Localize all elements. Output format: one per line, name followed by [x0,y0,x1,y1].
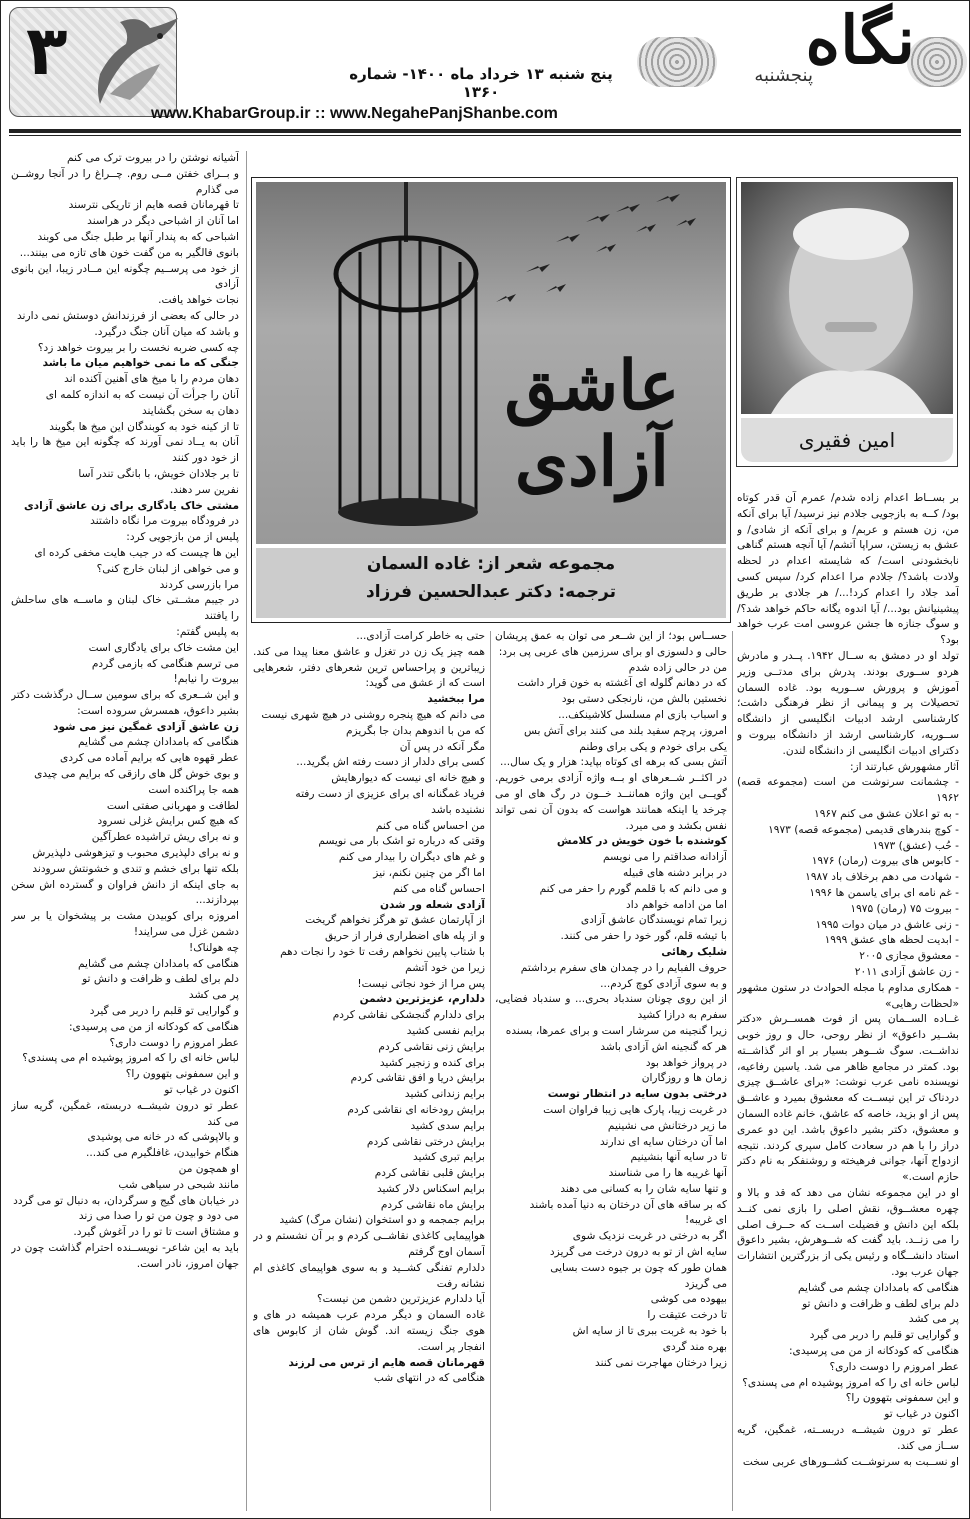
text-line: برایش ماه نقاشی کردم [380,1198,485,1211]
bird-flock-icon [496,194,696,302]
text-line: همه جا پراکنده است [148,783,239,796]
masthead [1,1,970,141]
text-line: و گوارایی تو قلبم را دربر می گیرد [89,1005,239,1018]
text-line: می دود و چون من تو را صدا می زند [78,1210,239,1223]
text-line: برایم نفسی کشید [406,1024,485,1037]
text-line: در اکثــر شــعرهای او بــه واژه آزادی برمی خوریم. گویــی این واژه هماننــد خــون در رگ های او می چرخد یا اینکه همانند هواست که بدون آن نمی تواند نفس بکشد و می میرد. [495,772,727,832]
text-line: و تنها سایه شان را به کسانی می دهند [560,1182,727,1195]
text-line: هواپیمایی کاغذی نقاشــی کردم و بر آن نشستم و در آسمان اوج گرفتم [253,1230,485,1259]
text-line: اکنون در غیاب تو [164,1084,239,1097]
text-line: پس مرا از خود نجاتی نیست! [357,977,485,990]
text-line: برای دلدارم گنجشکی نقاشی کردم [332,1009,485,1022]
text-line: لباس خانه ای را که امروز پوشیده ام می پسندی؟ [742,1376,959,1389]
text-line: اما اگر من چنین نکنم، نیز [373,866,485,879]
text-line: حروف الفبایم را در چمدان های سفرم برداشتم [520,961,727,974]
text-line: در جیبم مشــتی خاک لبنان و ماســه های ساحلش را یافتند [11,594,239,623]
text-line: و نه برای ریش تراشیده عطرآگین [91,831,239,844]
text-line: ما زیر درختانش می نشینیم [607,1119,727,1132]
text-line: برایم تبری کشید [412,1151,485,1164]
text-line: بر بســاط اعدام زاده شدم/ عمرم آن قدر کوتاه بود/ کــه به بازجویی جلادم نیز نرسید/ آیا برای آنکه من، زن هستم و عربم/ و برای آنکه از شادی/ و عشق به زیستن، سراپا آتشم/ آیا آنچه هستم گناهی نابخشودنی است/ که شایسته اعدام در لحظه ولادت باشد؟/ جلادم مرا اعدام کرد/ سپس کسی آمد جلاد را اعدام کرد!.../ هر جلادی بر طریق پیشینیانش بود.../ آیا اندوه یگانه حاکم خواهد شد؟/ و سوگ جنازه ها جشن عروسی امت عرب خواهد بود؟ [737,492,959,647]
feature-box [251,177,731,623]
text-line: و این سمفونی بتهوون را؟ [125,1068,239,1081]
text-line: دهان به سخن بگشایند [141,404,239,417]
text-line: نخستین بالش من، نارنجکی دستی بود [561,693,727,706]
text-line: سایه اش از تو به درون درخت می گریزد [549,1246,727,1259]
text-line: آنان به یــاد نمی آورند که چگونه این میخ ها را باید از خود دور کنند [11,436,239,465]
text-line: مانند شبحی در سیاهی شب [118,1178,239,1191]
text-line: برایش رودخانه ای نقاشی کردم [347,1103,485,1116]
text-line: - ابدیت لحظه های عشق ۱۹۹۹ [824,934,959,947]
text-line: و این شــعری که برای سومین ســال درگذشت دکتر بشیر داعوق، همسرش سروده است: [11,689,239,717]
text-line: هنگامی که بامدادان چشم می گشایم [78,736,239,749]
text-line: او نســبت به سرنوشــت کشــورهای عربی سخت [742,1455,959,1468]
ornament-icon [907,37,967,87]
text-line: می ترسم هنگامی که بازمی گردم [91,657,239,670]
text-line: هنگامی که کودکانه از من می پرسیدی: [788,1345,959,1358]
text-line: می دانم که هیچ پنجره روشنی در هیچ شهری نیست [261,708,485,721]
text-line: هنگامی که کودکانه از من می پرسیدی: [68,1020,239,1033]
text-line: باید به این شاعر- نویســنده احترام گذاشت چون در جهان امروز، نادر است. [11,1241,239,1270]
feature-illustration [256,182,726,544]
text-line: آشیانه نوشتن را در بیروت ترک می کنم [66,152,239,164]
text-line: اگر به درختی در غربت نزدیک شوی [572,1230,727,1243]
feature-title-line1: عاشق [504,346,680,426]
text-line: او در این مجموعه نشان می دهد که قد و بالا و چهره معشــوق، نقش اصلی را بازی نمی کنــد بلکه این دانش و فضیلت اســت که حــرف اصلی را می زنــد. باید گفت که شــوهرش، بشیر داعوق استاد دانشــگاه و رئیس یکی از بزرگترین انتشارات جهان عرب بود. [737,1187,959,1279]
logo [633,1,963,101]
text-line: و نه برای دلپذیری محبوب و تیزهوشی دلپذیرش [32,847,239,860]
text-line: نفرین سر دهند. [169,483,239,496]
text-line: پر می کشد [908,1313,959,1326]
text-line: در خیابان های گیج و سرگردان، به دنبال تو می گردد [13,1194,239,1207]
column-divider [732,631,733,1511]
text-line: با تیشه قلم، گور خود را حفر می کنند. [560,930,727,943]
text-line: بلکه تنها برای خشم و تندی و خشونتش سرودند [32,862,239,875]
text-line: و از پله های اضطراری فرار از حریق [324,930,485,943]
text-line: و می دانم که با قلمم گورم را حفر می کنم [539,882,727,895]
text-line: در فرودگاه بیروت مرا نگاه داشتند [90,515,239,528]
text-line: برایم جمجمه و دو استخوان (نشان مرگ) کشید [279,1214,485,1227]
page-number-badge [9,7,177,117]
text-line: - به تو اعلان عشق می کنم ۱۹۶۷ [814,807,959,820]
text-line: و بوی خوش گل های رازقی که برایم می چیدی [34,768,239,781]
text-line: - معشوق مجازی ۲۰۰۵ [859,950,959,963]
text-line: اما آنان از اشباحی دیگر در هراسند [87,215,239,228]
text-line: که هیچ کس برایش غزلی نسرود [97,815,239,828]
text-line: - زن عاشق آزادی ۲۰۱۱ [854,965,959,978]
text-line: تا قهرمانان قصه هایم از تاریکی نترسند [68,199,239,212]
text-line: عطر تو درون شیشــه دربسته، غمگین، گریه ساز می کند [11,1099,239,1128]
logo-title: نگاه [805,1,915,79]
text-line: امروزه برای کوبیدن مشت بر پیشخوان یا بر سر دشمن غزل می سرایند! [11,910,239,939]
text-line: بیهوده می کوشی [650,1293,727,1306]
text-line: ای غریبه! [684,1214,727,1227]
text-line: هنگامی که در انتهای شب [373,1372,485,1385]
poem-heading: دلدارم، عزیزترین دشمن [359,993,485,1006]
text-line: هنگامی که بامدادان چشم می گشایم [798,1281,959,1294]
text-line: از آپارتمان عشق تو هرگز نخواهم گریخت [305,914,485,927]
column-right [737,491,959,1511]
text-line: با شتاب پایین نخواهم رفت تا خود را نجات دهم [280,945,485,958]
author-card [736,177,958,467]
author-name: امین فقیری [741,418,953,462]
page-number: ۳ [26,12,68,91]
text-line: - زنی عاشق در میان دوات ۱۹۹۵ [815,918,959,931]
text-line: - حُب (عشق) ۱۹۷۳ [872,839,959,852]
text-line: در غربت زیبا، پارک هایی زیبا فراوان است [543,1103,727,1116]
author-photo [741,182,953,414]
text-line: با خود به غربت ببری تا از سایه اش [572,1325,727,1338]
text-line: اما آن درختان سایه ای ندارند [599,1135,727,1148]
translator-credit: ترجمه: دکتر عبدالحسین فرزاد [365,582,616,602]
text-line: دلدارم تفنگی کشــید و به سوی هواپیمای کاغذی ام نشانه رفت [253,1261,485,1290]
text-line: تا از کینه خود به کوبندگان این میخ ها بگویند [49,420,239,433]
text-line: آنان را جرأت آن نیست که به اندازه کلمه ای [45,388,239,401]
text-line: که در دهانم گلوله ای آغشته به خون قرار داشت [517,677,727,690]
text-line: و گوارایی تو قلبم را دربر می گیرد [809,1329,959,1342]
text-line: و غم های دیگران را بیدار می کنم [338,851,485,864]
text-line: یکی برای خودم و یکی برای وطنم [579,740,727,753]
text-line: همان طور که چون بر جیوه دست بسایی [550,1261,727,1274]
text-line: برای کنده و زنجیر کشید [379,1056,485,1069]
text-line: من احساس گناه می کنم [375,819,485,832]
collection-credit: مجموعه شعر از: غاده السمان [366,554,616,574]
text-line: دهان مردم را با میخ های آهنین آکنده اند [64,373,239,386]
text-line: آتش بسی که برهه ای کوتاه بپاید: هزار و یک سال... [500,756,727,769]
ornament-icon [637,37,717,87]
column-divider [246,151,247,1511]
text-line: و باشد که میان آنان جنگ درگیرد. [94,325,239,338]
text-line: وقتی که درباره تو اشک بار می نویسم [318,835,485,848]
text-line: عطر قهوه هایی که برایم آماده می کردی [60,752,239,765]
text-line: آیا دلدارم عزیزترین دشمن من نیست؟ [317,1293,485,1306]
text-line: کسی برای دلدار از دست رفته اش بگرید... [296,756,485,769]
text-line: اشباحی که به پندار آنها بر طبل جنگ می کوبند [37,230,239,243]
text-line: در برابر دشنه های قبیله [622,866,727,879]
text-line: اما من ادامه خواهم داد [626,898,727,911]
poem-heading: مشتی خاک یادگاری برای زن عاشق آزادی [23,499,239,512]
text-line: - شهادت می دهم برخلاف باد ۱۹۸۷ [805,871,959,884]
text-line: هر که گنجینه اش آزادی باشد [600,1040,727,1053]
text-line: او همچون من [178,1163,239,1175]
text-line: چه کسی ضربه نخست را بر بیروت خواهد زد؟ [37,341,239,354]
text-line: من در حالی زاده شدم [628,661,727,674]
text-line: برایش قلبی نقاشی کردم [374,1167,485,1180]
text-line: حتی به خاطر کرامت آزادی... [356,630,485,642]
text-line: و هیچ خانه ای نیست که دیوارهایش [331,772,485,785]
text-line: عطر امروزم را دوست داری؟ [829,1360,959,1373]
text-line: برایش زنی نقاشی کردم [378,1040,485,1053]
column-divider [490,631,491,1511]
text-line: زیرا درختان مهاجرت نمی کنند [595,1356,727,1369]
poem-heading: مرا ببخشید [427,693,485,706]
poem-heading: جنگی که ما نمی خواهیم میان ما باشد [42,357,239,370]
text-line: این مشت خاک برای یادگاری است [88,641,239,654]
text-line: زیرا گنجینه من سرشار است و برای عمرها، بسنده [505,1024,727,1037]
text-line: از خود می پرســیم چگونه این مــادر زیبا، این بانوی آزادی [11,262,239,291]
text-line: آثار مشهورش عبارتند از: [849,760,959,773]
text-line: که من با اندوهم بدان جا بگریزم [345,724,485,737]
text-line: و مشتاق است تا تو را در آغوش گیرد. [73,1226,239,1239]
poem-heading: قهرمانان قصه هایم از ترس می لرزند [288,1356,485,1369]
text-line: لباس خانه ای را که امروز پوشیده ام می پسندی؟ [22,1052,239,1065]
text-line: که بر ساقه های آن درختان به دنیا آمده باشند [529,1198,727,1211]
portrait-icon [741,182,953,414]
text-line: - کابوس های بیروت (رمان) ۱۹۷۶ [811,855,959,868]
text-line: تا بر جلادان خویش، با بانگی تندر آسا [78,467,239,480]
poem-heading: شلیک رهائی [661,945,727,958]
header-rule-thin [9,135,961,136]
text-line: برایم سدی کشید [410,1119,485,1132]
text-line: بهره مند گردی [662,1340,727,1353]
feature-credits [256,548,726,618]
text-line: در پرواز خواهد بود [645,1056,727,1069]
text-line: همه چیز یک زن در تغزل و عاشق معنا پیدا می کند. زیباترین و پراحساس ترین شعرهای دفتر، شعرهایی است که از عشق می گوید: [253,645,485,690]
text-line: - بیروت ۷۵ (رمان) ۱۹۷۵ [850,902,959,915]
text-line: می گریزد [684,1277,727,1290]
text-line: غــاده الســمان پس از فوت همســرش «دکتر بشــیر داعوق» از نظر روحی، حال و روز خوبی نداشــت. سوگ شــوهر بسیار بر او اثر گذاشــته بود. کمتر در مجامع ظاهر می شد. یاسین رفاعیه، نویسنده نامی عرب نوشت: «برای عاشــق چیزی دردناک تر این نیســت که معشوق بمیرد و عاشــق پس از او بزید، خاصه که عاشق، خانم غاده السمان و معشوق، دکتر بشیر داعوق باشد. این دو عمری دراز را با هم در سعادت کامل سپری کردند. نتیجه ازدواج آنها، جوانی فرهیخته و روشنفکر به نام دکتر حازم است.» [737,1013,959,1184]
text-line: فریاد غمگنانه ای برای عزیزی از دست رفته [295,787,485,800]
text-line: بیروت را نیابم! [173,673,239,686]
text-line: - همکاری مداوم با مجله الحوادث در ستون مشهور «لحظات رهایی» [737,981,959,1010]
text-line: این ها چیست که در جیب هایت مخفی کرده ای [34,546,239,559]
text-line: چه هولناک! [188,941,239,954]
column-middle-left [253,629,485,1511]
text-line: - کوچ بندرهای قدیمی (مجموعه قصه) ۱۹۷۳ [768,823,959,836]
text-line: برایم اسکناس دلار کشید [377,1182,485,1195]
text-line: حســاس بود؛ از این شــعر می توان به عمق پریشان حالی و دلسوزی او برای سرزمین های عربی پی برد: [495,630,727,658]
text-line: و می خواهی از لبنان خارج کنی؟ [96,562,239,575]
text-line: و این سمفونی بتهوون را؟ [845,1392,959,1405]
poem-heading: زن عاشق آزادی غمگین نیز می شود [53,720,239,733]
text-line: اکنون در غیاب تو [884,1408,959,1421]
poem-heading: آزادی شعله ور شدن [380,898,485,911]
text-line: زمان ها و روزگاران [641,1072,727,1085]
text-line: دلم برای لطف و ظرافت و دانش تو [82,973,239,986]
text-line: آنها غریبه ها را می شناسند [608,1167,727,1180]
text-line: زیرا من خود آتشم [405,961,485,974]
text-line: هنگام خوابیدن، غافلگیرم می کند... [86,1147,239,1160]
column-left [11,151,239,1511]
phoenix-icon [90,14,184,114]
issue-dateline: پنج شنبه ۱۳ خرداد ماه ۱۴۰۰- شماره ۱۳۶۰ [349,65,613,101]
text-line: هنگامی که بامدادان چشم می گشایم [78,957,239,970]
text-line: - غم نامه ای برای یاسمن ها ۱۹۹۶ [809,886,959,899]
column-middle-right [495,629,727,1511]
text-line: - چشمانت سرنوشت من است (مجموعه قصه) ۱۹۶۲ [737,776,959,805]
text-line: برایم زندانی کشید [404,1088,485,1101]
text-line: احساس گناه می کنم [392,882,485,895]
text-line: پر می کشد [188,989,239,1002]
text-line: و بــرای خفتن مــی روم. چــراغ را در آنجا روشــن می گذارم [11,167,239,196]
text-line: آزادانه صداقتم را می نویسم [602,851,727,864]
text-line: تولد او در دمشق به ســال ۱۹۴۲. پــدر و مادرش هردو ســوری بودند. پدرش برای مدتــی وزیر آموزش و پرورش ســوریه بود. غاده السمان تحصیلات پر و پیمانی از نظر فرهنگی داشت؛ کارشناسی ارشد ادبیات انگلیسی از دانشگاه ســوریه، کارشناسی ارشد از دانشگاه بیروت و دکترای ادبیات انگلیسی از دانشگاه لندن. [737,649,959,757]
text-line: مرا بازرسی کردند [159,578,239,591]
text-line: نجات خواهد یافت. [158,294,239,307]
feature-title-line2: آزادی [514,422,670,502]
feature-title [492,348,692,500]
text-line: لطافت و مهربانی صفتی است [106,799,239,812]
text-line: پلیس از من بازجویی کرد: [126,531,239,544]
text-line: و به سوی آزادی کوچ کردم... [600,977,727,990]
logo-subtitle: پنجشنبه [754,65,813,86]
text-line: عطر امروزم را دوست داری؟ [109,1036,239,1049]
header-rule [9,129,961,133]
text-line: تا در سایه آنها بنشینیم [630,1151,727,1164]
text-line: از این روی چونان سندباد بحری... و سندباد فضایی، سفرم به درازا کشید [495,993,727,1022]
poem-heading: درختی بدون سایه در انتظار توست [547,1088,727,1101]
text-line: عطر تو درون شیشــه دربســته، غمگین، گریه ســاز می کند. [737,1424,959,1452]
poem-heading: کوشنده با خون خویش در کلامش [556,835,727,848]
text-line: برایش دریا و افق نقاشی کردم [350,1072,485,1085]
text-line: و بالاپوشی که در خانه می پوشیدی [87,1131,239,1144]
text-line: به جای اینکه از دانش فراوان و گسترده اش سخن بپردازند... [11,878,239,907]
text-line: زیرا تمام نویسندگان عاشق آزادی [580,914,727,927]
text-line: تا درخت عتیقت را [647,1309,727,1322]
text-line: دلم برای لطف و ظرافت و دانش تو [802,1297,959,1310]
text-line: نشنیده باشد [431,803,485,816]
text-line: و اسباب بازی ام مسلسل کلاشینکف... [558,708,727,721]
text-line: به پلیس گفتم: [176,625,239,638]
text-line: بانوی فالگیر به من گفت خون های تازه می بینند... [19,246,239,259]
text-line: برایش درختی نقاشی کردم [366,1135,485,1148]
text-line: مگر آنکه در پس آن [399,740,485,753]
text-line: در حالی که بعضی از فرزندانش دوستش نمی دارند [17,309,239,322]
text-line: غاده السمان و دیگر مردم عرب همیشه در های و هوی جنگ زیسته اند. گوش شان از کابوس های انفجار پر است. [253,1309,485,1353]
text-line: امروز، پرچم سفید بلند می کنند برای آتش بس [523,724,727,737]
website-urls: www.KhabarGroup.ir :: www.NegahePanjShanbe.com [151,105,558,122]
